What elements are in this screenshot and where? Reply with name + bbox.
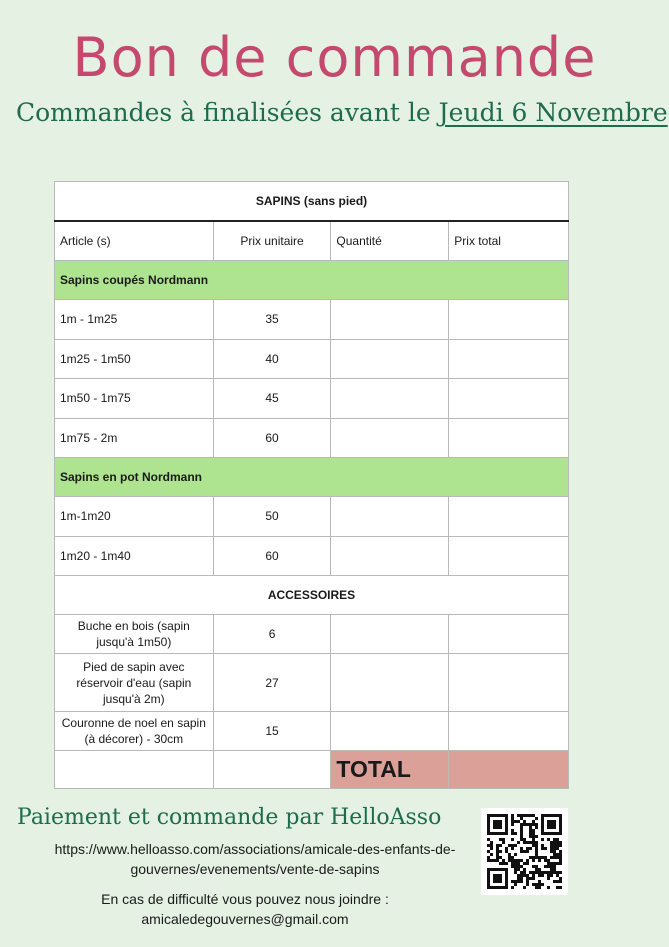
column-header-quantity: Quantité (331, 221, 449, 261)
total-price-cell (449, 654, 569, 712)
column-header-total-price: Prix total (449, 221, 569, 261)
table-heading: SAPINS (sans pied) (55, 182, 569, 221)
quantity-cell[interactable] (331, 712, 449, 751)
quantity-cell[interactable] (331, 615, 449, 654)
item-label: 1m50 - 1m75 (55, 379, 214, 419)
item-label: 1m20 - 1m40 (55, 536, 214, 576)
total-label: TOTAL (331, 751, 449, 789)
page-title: Bon de commande (72, 26, 597, 89)
qr-code-icon (481, 808, 568, 895)
item-label: Couronne de noel en sapin (à décorer) - 30cm (55, 712, 214, 751)
table-row (55, 712, 569, 751)
item-label: Pied de sapin avec réservoir d'eau (sapin jusqu'à 2m) (55, 654, 214, 712)
deadline-date: Jeudi 6 Novembre (438, 98, 668, 127)
item-price: 60 (213, 418, 331, 458)
grand-total-cell (449, 751, 569, 789)
payment-title: Paiement et commande par HelloAsso (17, 805, 442, 830)
item-price: 35 (213, 300, 331, 340)
contact-text: En cas de difficulté vous pouvez nous joindre : (101, 891, 389, 907)
quantity-cell[interactable] (331, 654, 449, 712)
item-price: 50 (213, 497, 331, 537)
item-label: 1m25 - 1m50 (55, 339, 214, 379)
total-row (55, 751, 569, 789)
quantity-cell[interactable] (331, 536, 449, 576)
total-price-cell (449, 615, 569, 654)
quantity-cell[interactable] (331, 497, 449, 537)
item-price: 27 (213, 654, 331, 712)
table-row (55, 497, 569, 537)
quantity-cell[interactable] (331, 300, 449, 340)
contact-email[interactable]: amicaledegouvernes@gmail.com (141, 911, 349, 927)
item-price: 60 (213, 536, 331, 576)
item-price: 40 (213, 339, 331, 379)
order-deadline-subtitle (16, 98, 668, 127)
item-price: 45 (213, 379, 331, 419)
quantity-cell[interactable] (331, 418, 449, 458)
accessories-heading: ACCESSOIRES (55, 576, 569, 615)
item-label: Buche en bois (sapin jusqu'à 1m50) (55, 615, 214, 654)
total-price-cell (449, 300, 569, 340)
total-price-cell (449, 418, 569, 458)
table-row (55, 300, 569, 340)
helloasso-link[interactable]: https://www.helloasso.com/associations/amicale-des-enfants-de-gouvernes/evenements/vente-de-sapins (54, 841, 456, 877)
total-price-cell (449, 379, 569, 419)
table-row (55, 654, 569, 712)
total-price-cell (449, 712, 569, 751)
quantity-cell[interactable] (331, 339, 449, 379)
subtitle-prefix: Commandes à finalisées avant le (16, 98, 439, 127)
table-row (55, 536, 569, 576)
total-price-cell (449, 497, 569, 537)
table-row (55, 379, 569, 419)
empty-cell (55, 751, 214, 789)
item-label: 1m75 - 2m (55, 418, 214, 458)
table-row (55, 418, 569, 458)
table-row (55, 615, 569, 654)
table-row (55, 339, 569, 379)
item-label: 1m - 1m25 (55, 300, 214, 340)
order-form-table (54, 181, 569, 789)
contact-block (20, 889, 470, 929)
item-price: 15 (213, 712, 331, 751)
empty-cell (213, 751, 331, 789)
column-header-unit-price: Prix unitaire (213, 221, 331, 261)
item-label: 1m-1m20 (55, 497, 214, 537)
qr-code-graphic (481, 808, 568, 895)
total-price-cell (449, 339, 569, 379)
column-header-article: Article (s) (55, 221, 214, 261)
section-title-potted-trees: Sapins en pot Nordmann (55, 458, 569, 497)
column-header-row (55, 221, 569, 261)
item-price: 6 (213, 615, 331, 654)
total-price-cell (449, 536, 569, 576)
quantity-cell[interactable] (331, 379, 449, 419)
section-title-cut-trees: Sapins coupés Nordmann (55, 261, 569, 300)
